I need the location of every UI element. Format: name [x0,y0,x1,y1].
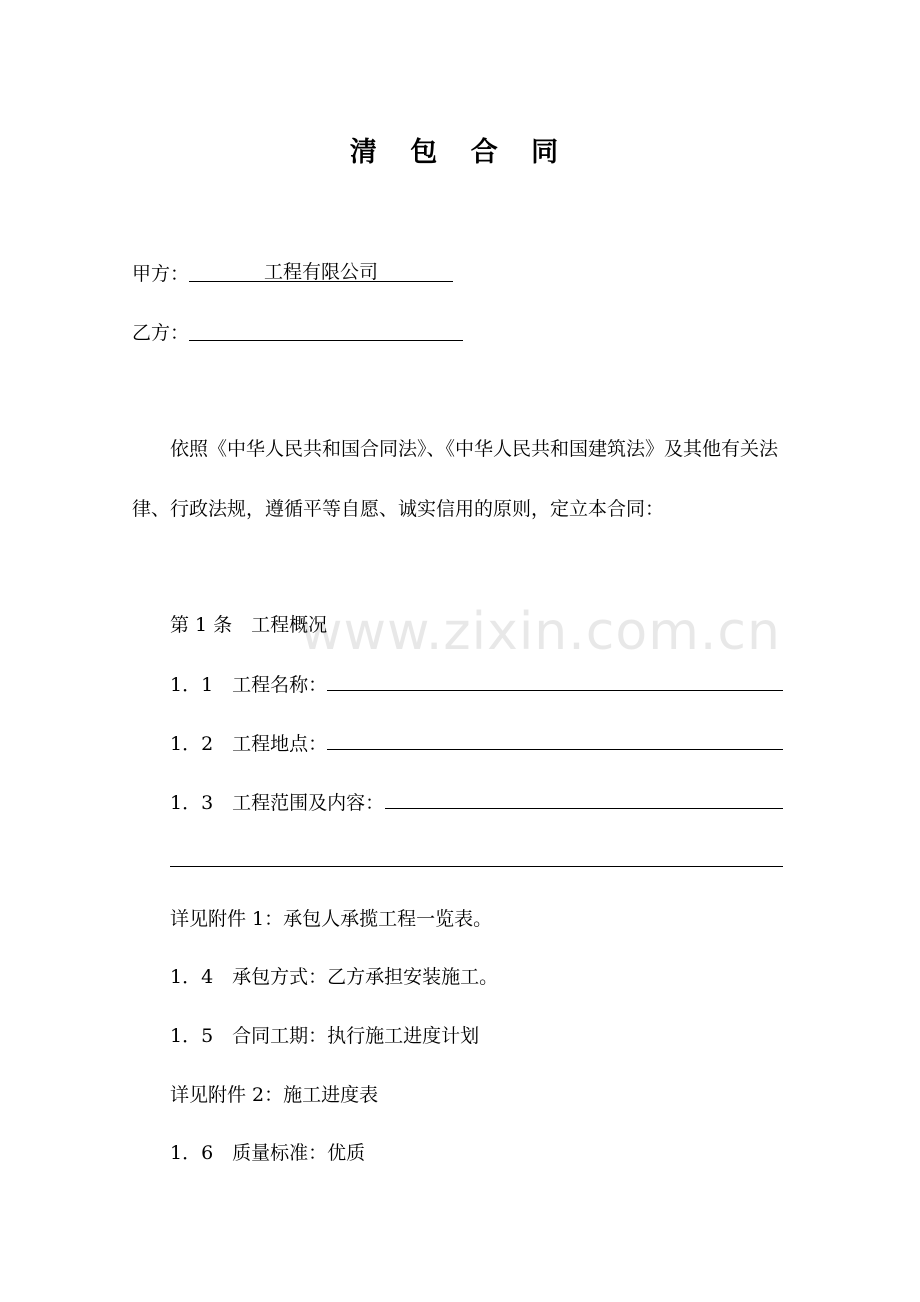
item-1-6: 1．6 质量标准：优质 [170,1142,366,1164]
item-1-1-label: 1．1 工程名称： [170,674,328,696]
project-name-field [327,666,783,691]
item-1-3-label: 1．3 工程范围及内容： [170,792,385,814]
article-1-heading: 第 1 条 工程概况 [170,614,328,636]
item-1-2-label: 1．2 工程地点： [170,733,328,755]
item-1-4: 1．4 承包方式：乙方承担安装施工。 [170,966,499,988]
project-scope-field [385,784,783,809]
party-a-value: 工程有限公司 [263,261,378,283]
project-location-field [327,725,783,750]
party-a-field [189,257,453,282]
preamble-line-2: 律、行政法规，遵循平等自愿、诚实信用的原则，定立本合同： [132,498,665,520]
preamble-line-1: 依照《中华人民共和国合同法》、《中华人民共和国建筑法》及其他有关法 [170,438,779,460]
party-b-label: 乙方： [132,322,190,344]
attachment-2-note: 详见附件 2：施工进度表 [170,1084,379,1106]
watermark: www.zixin.com.cn [300,602,781,662]
attachment-1-note: 详见附件 1：承包人承揽工程一览表。 [170,908,493,930]
party-a-label: 甲方： [132,263,190,285]
party-b-field [189,316,463,341]
item-1-5: 1．5 合同工期：执行施工进度计划 [170,1025,480,1047]
document-title: 清 包 合 同 [349,137,571,168]
project-scope-field-continued [170,842,783,867]
